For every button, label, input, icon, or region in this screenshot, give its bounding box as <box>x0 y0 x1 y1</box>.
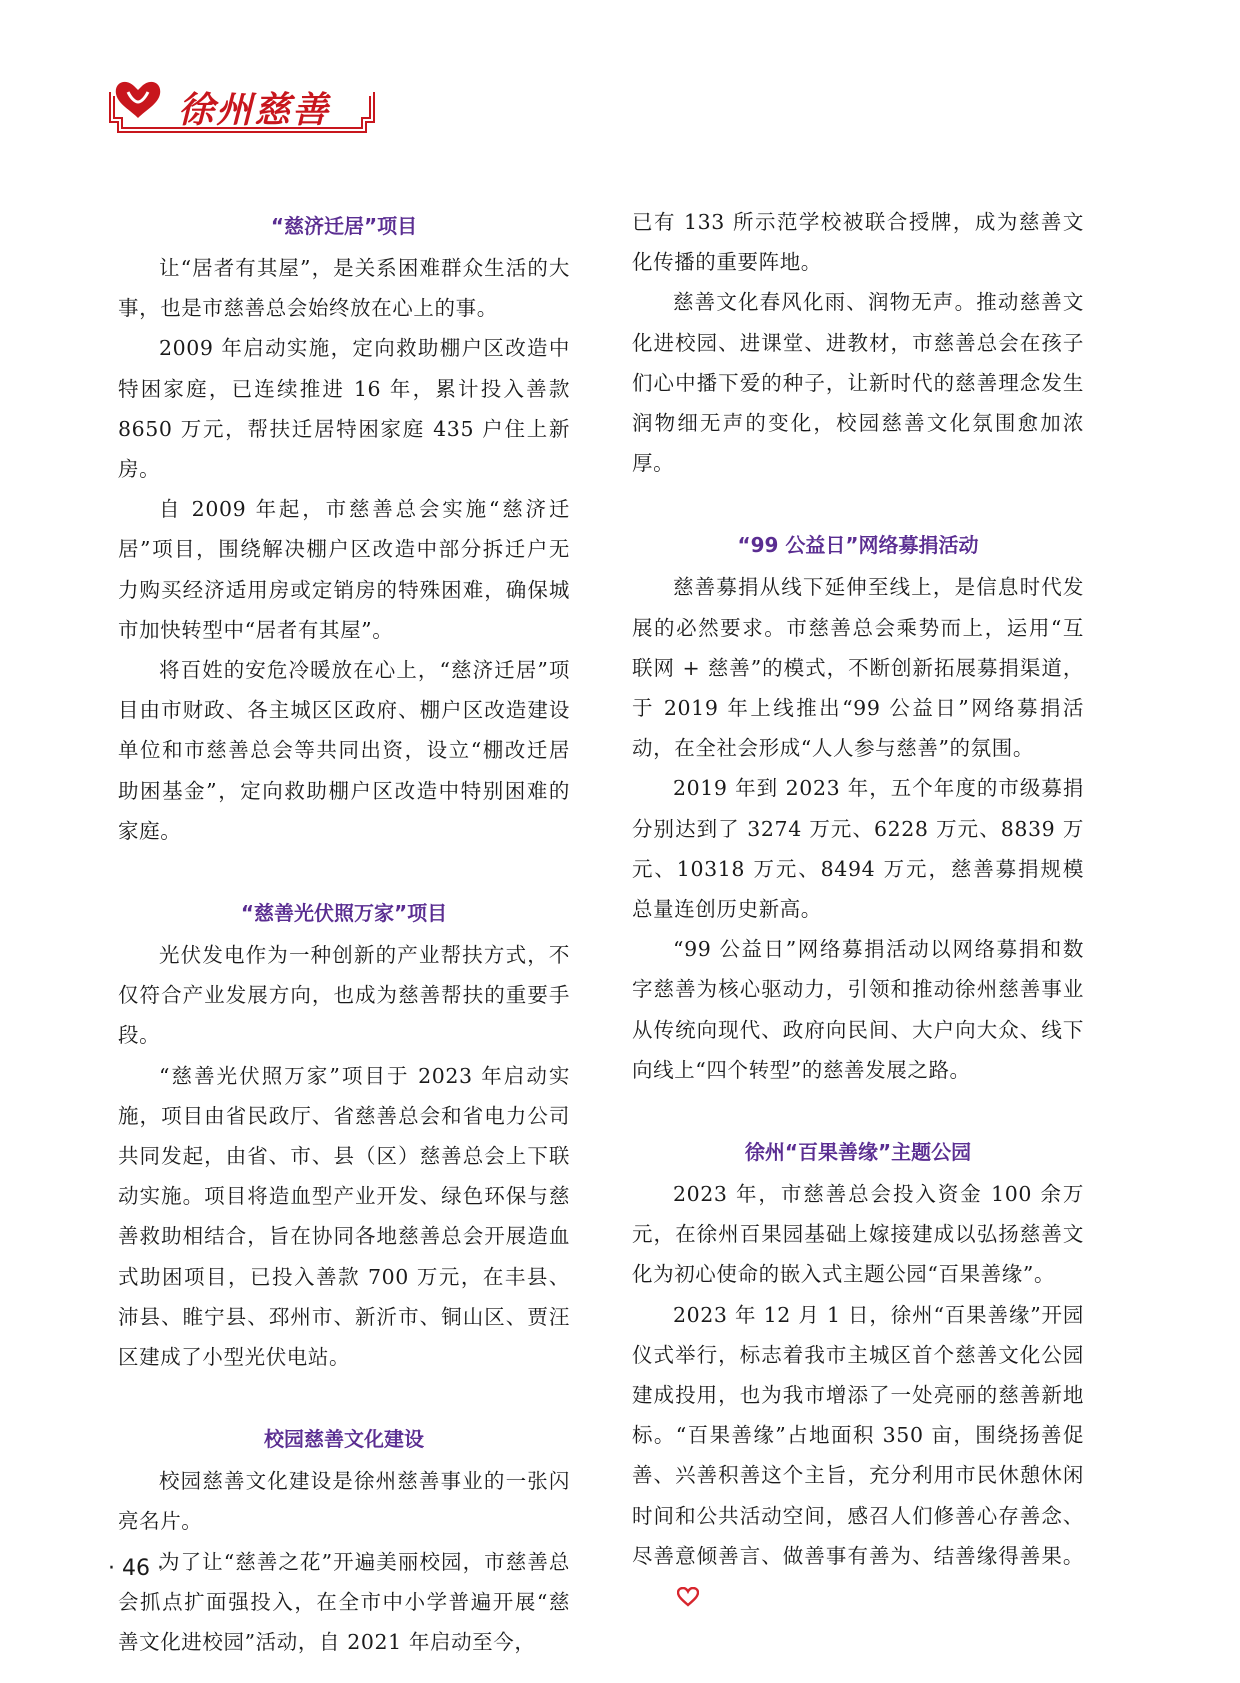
section-heading-99-charity-day: “99 公益日”网络募捐活动 <box>737 533 979 558</box>
paragraph: 2009 年启动实施，定向救助棚户区改造中特困家庭，已连续推进 16 年，累计投入善款 8650 万元，帮扶迁居特困家庭 435 户住上新房。 <box>118 336 570 482</box>
left-column <box>118 204 570 1662</box>
masthead-title: 徐州慈善 <box>178 90 331 131</box>
section-heading-theme-park: 徐州“百果善缘”主题公园 <box>744 1140 972 1165</box>
paragraph: 自 2009 年起，市慈善总会实施“慈济迁居”项目，围绕解决棚户区改造中部分拆迁户无力购买经济适用房或定销房的特殊困难，确保城市加快转型中“居者有其屋”。 <box>118 497 570 642</box>
paragraph: 2019 年到 2023 年，五个年度的市级募捐分别达到了 3274 万元、6228 万元、8839 万元、10318 万元、8494 万元，慈善募捐规模总量连创历史新高。 <box>632 776 1084 922</box>
paragraph: 为了让“慈善之花”开遍美丽校园，市慈善总会抓点扩面强投入，在全市中小学普遍开展“慈善文化进校园”活动，自 2021 年启动至今， <box>118 1549 570 1655</box>
heart-icon <box>636 1580 699 1620</box>
paragraph: “慈善光伏照万家”项目于 2023 年启动实施，项目由省民政厅、省慈善总会和省电力公司共同发起，由省、市、县（区）慈善总会上下联动实施。项目将造血型产业开发、绿色环保与慈善救助相结合，旨在协同各地慈善总会开展造血式助困项目，已投入善款 700 万元，在丰县、沛县、睢宁县、邳州市、新沂市、铜山区、贾汪区建成了小型光伏电站。 <box>118 1063 570 1370</box>
paragraph-last <box>632 1295 1084 1621</box>
masthead <box>108 78 378 140</box>
paragraph-text: 2023 年 12 月 1 日，徐州“百果善缘”开园仪式举行，标志着我市主城区首个慈善文化公园建成投用，也为我市增添了一处亮丽的慈善新地标。“百果善缘”占地面积 350 亩，围绕扬善促善、兴善积善这个主旨，充分利用市民休憩休闲时间和公共活动空间，感召人们修善心存善念、尽善意倾善言、做善事有善为、结善缘得善果。 <box>632 1302 1084 1568</box>
paragraph: 校园慈善文化建设是徐州慈善事业的一张闪亮名片。 <box>118 1469 570 1534</box>
paragraph: 2023 年，市慈善总会投入资金 100 余万元，在徐州百果园基础上嫁接建成以弘扬慈善文化为初心使命的嵌入式主题公园“百果善缘”。 <box>632 1182 1084 1287</box>
paragraph: 将百姓的安危冷暖放在心上，“慈济迁居”项目由市财政、各主城区区政府、棚户区改造建设单位和市慈善总会等共同出资，设立“棚改迁居助困基金”，定向救助棚户区改造中特别困难的家庭。 <box>118 658 570 843</box>
paragraph: 光伏发电作为一种创新的产业帮扶方式，不仅符合产业发展方向，也成为慈善帮扶的重要手段。 <box>118 943 570 1048</box>
heart-hands-logo <box>116 82 160 118</box>
paragraph: 慈善募捐从线下延伸至线上，是信息时代发展的必然要求。市慈善总会乘势而上，运用“互联网 + 慈善”的模式，不断创新拓展募捐渠道，于 2019 年上线推出“99 公益日”网络募捐活动，在全社会形成“人人参与慈善”的氛围。 <box>632 575 1084 761</box>
paragraph: 慈善文化春风化雨、润物无声。推动慈善文化进校园、进课堂、进教材，市慈善总会在孩子们心中播下爱的种子，让新时代的慈善理念发生润物细无声的变化，校园慈善文化氛围愈加浓厚。 <box>632 290 1084 476</box>
section-heading-relocation: “慈济迁居”项目 <box>270 214 418 238</box>
page-number: · 46 · <box>108 1556 164 1581</box>
section-heading-solar: “慈善光伏照万家”项目 <box>240 901 448 926</box>
paragraph: 已有 133 所示范学校被联合授牌，成为慈善文化传播的重要阵地。 <box>632 210 1084 275</box>
right-column <box>632 202 1084 1620</box>
paragraph: 让“居者有其屋”，是关系困难群众生活的大事，也是市慈善总会始终放在心上的事。 <box>118 256 570 321</box>
paragraph: “99 公益日”网络募捐活动以网络募捐和数字慈善为核心驱动力，引领和推动徐州慈善事业从传统向现代、政府向民间、大户向大众、线下向线上“四个转型”的慈善发展之路。 <box>632 937 1084 1082</box>
section-heading-campus: 校园慈善文化建设 <box>264 1427 424 1452</box>
